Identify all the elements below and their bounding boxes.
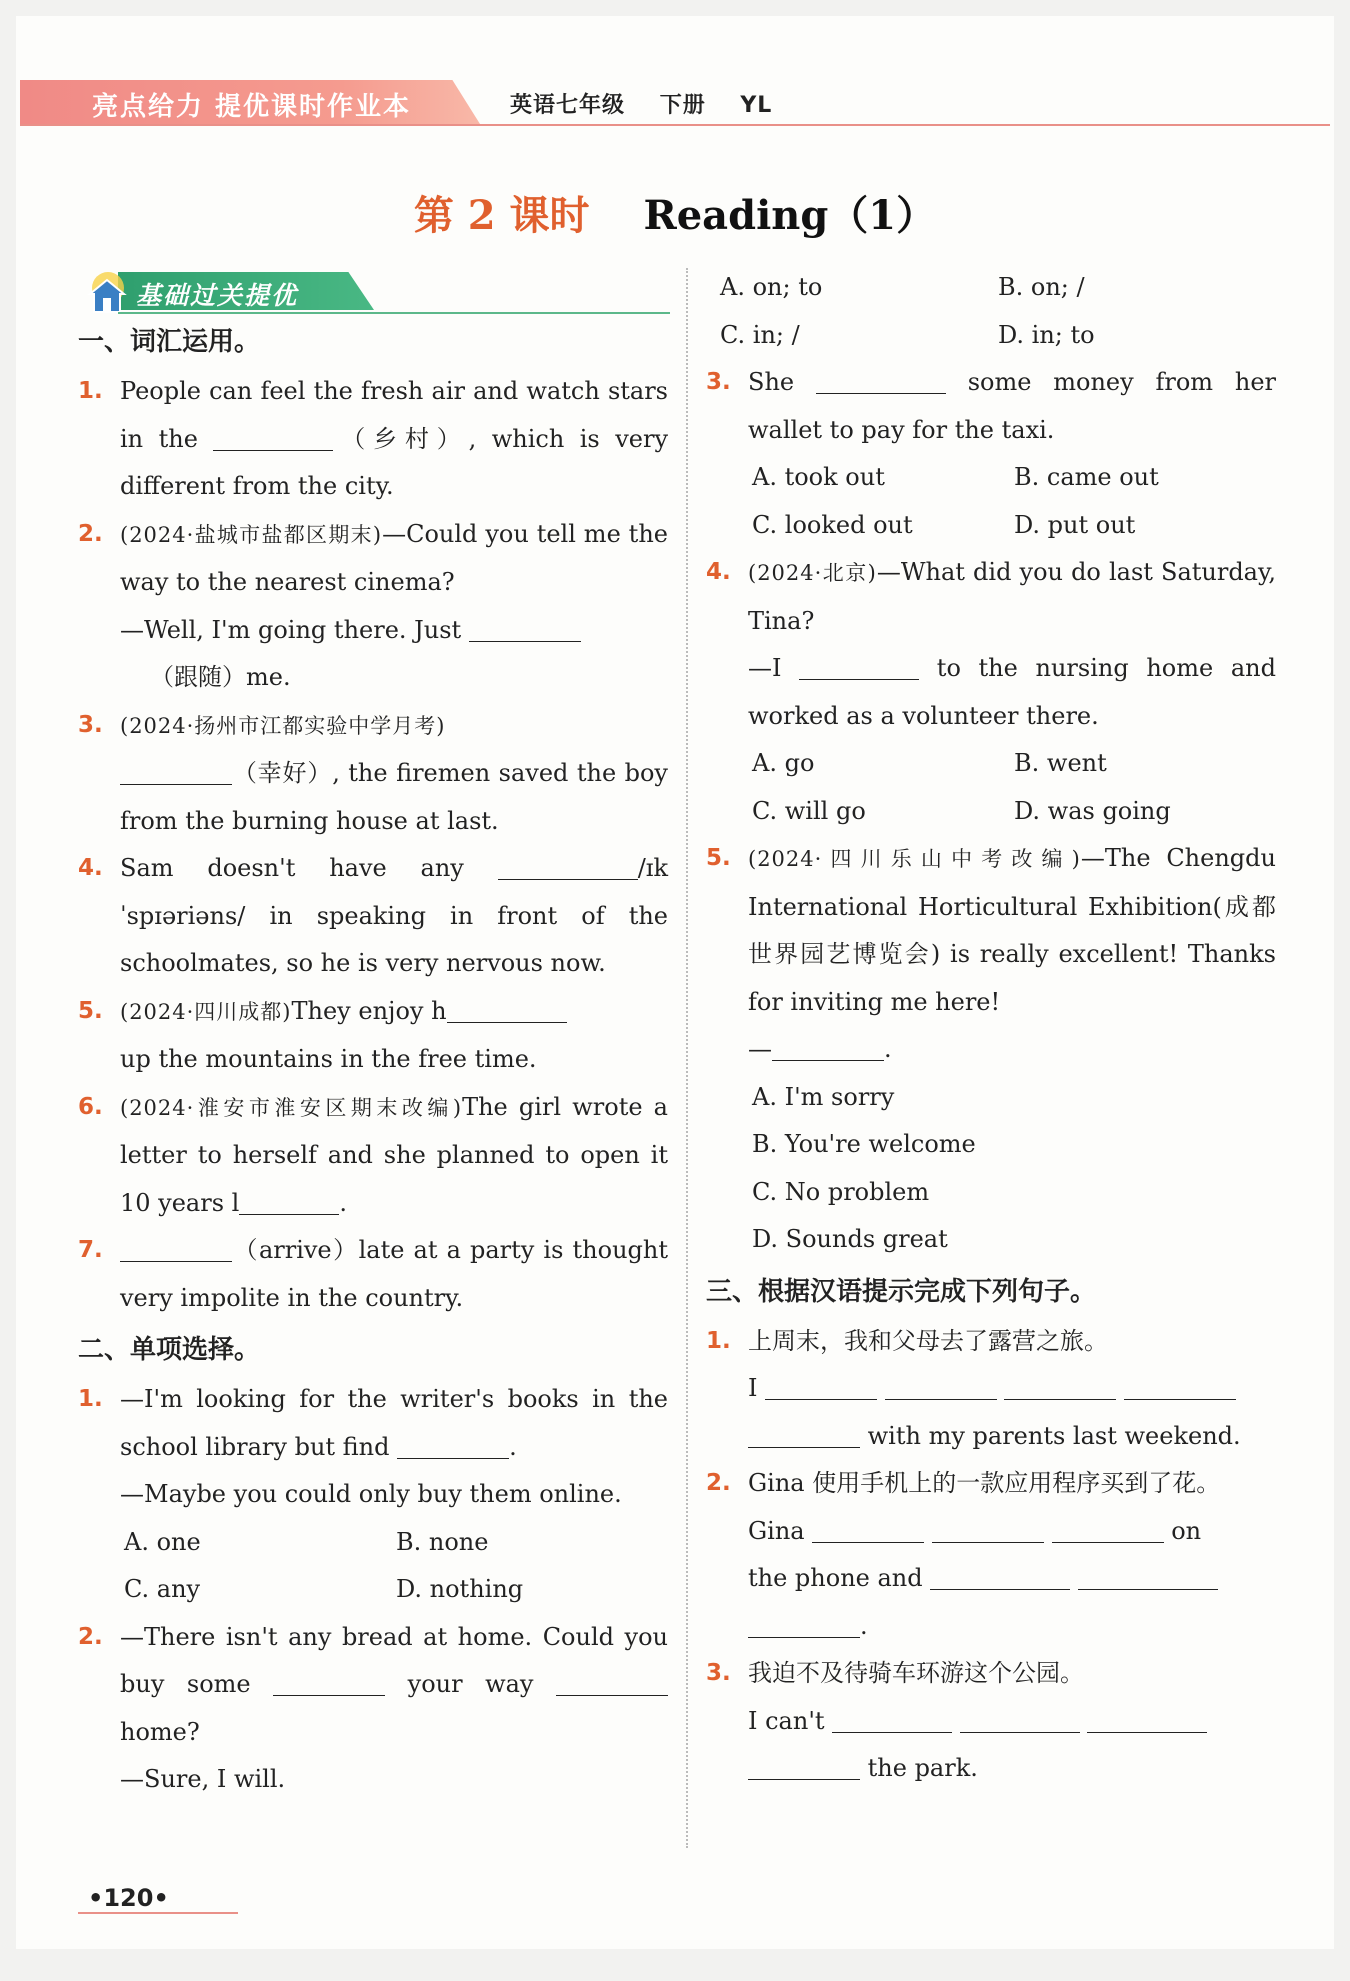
question-text: （跟随）me.	[150, 663, 291, 691]
s2-question-1	[78, 1376, 668, 1614]
answer-blank[interactable]	[930, 1563, 1070, 1590]
option-a[interactable]: A. I'm sorry	[752, 1082, 895, 1111]
page-header	[20, 80, 1330, 140]
question-text: with my parents last weekend.	[860, 1421, 1241, 1450]
option-c[interactable]: C. looked out	[752, 510, 913, 539]
s1-question-7	[78, 1227, 668, 1322]
s2-question-4	[706, 549, 1276, 835]
option-c[interactable]: C. in; /	[720, 320, 800, 349]
question-source: (2024·四川乐山中考改编)	[748, 847, 1081, 871]
answer-blank[interactable]	[120, 1235, 232, 1262]
question-text: the park.	[860, 1754, 978, 1782]
question-text: your way	[385, 1670, 556, 1698]
s2-question-2	[78, 1614, 668, 1804]
answer-blank[interactable]	[765, 1373, 877, 1400]
question-number: 3.	[78, 711, 103, 738]
question-text: .	[339, 1188, 347, 1217]
section2-title: 二、单项选择。	[78, 1335, 261, 1365]
answer-blank[interactable]	[239, 1188, 339, 1215]
section-tag	[78, 264, 668, 314]
question-text: .	[509, 1432, 517, 1461]
question-text: —Could you tell me the way to the nearest cinema?	[120, 519, 668, 596]
question-number: 4.	[706, 559, 731, 585]
option-d[interactable]: D. Sounds great	[752, 1225, 948, 1253]
options	[748, 1074, 1276, 1264]
answer-blank[interactable]	[556, 1669, 668, 1696]
answer-blank[interactable]	[748, 1753, 860, 1780]
option-a[interactable]: A. one	[124, 1527, 201, 1556]
answer-blank[interactable]	[469, 615, 581, 642]
s3-question-1	[706, 1318, 1276, 1461]
s1-question-4	[78, 845, 668, 988]
s1-question-6	[78, 1084, 668, 1228]
tag-label: 基础过关提优	[136, 281, 299, 310]
answer-blank[interactable]	[832, 1706, 952, 1733]
left-column	[78, 264, 668, 1804]
answer-blank[interactable]	[1087, 1706, 1207, 1733]
section3-title: 三、根据汉语提示完成下列句子。	[706, 1276, 1097, 1307]
page-number-rule	[78, 1912, 238, 1914]
question-text: .	[884, 1035, 892, 1063]
question-text: （arrive）late at a party is thought very impolite in the country.	[120, 1236, 668, 1312]
answer-blank[interactable]	[799, 653, 919, 680]
header-rule	[20, 124, 1330, 126]
question-text: Sam doesn't have any	[120, 854, 498, 882]
question-text: （幸好）, the firemen saved the boy from the burning house at last.	[120, 759, 668, 835]
answer-blank[interactable]	[397, 1432, 509, 1459]
question-number: 5.	[706, 845, 731, 871]
option-a[interactable]: A. took out	[752, 463, 885, 491]
question-source: (2024·盐城市盐都区期末)	[120, 522, 383, 547]
question-text: —There isn't any bread at home. Could you buy some	[120, 1622, 668, 1698]
question-text: She	[748, 368, 816, 396]
question-number: 5.	[78, 997, 103, 1024]
option-a[interactable]: A. go	[752, 749, 815, 777]
column-divider	[686, 268, 688, 1848]
answer-blank[interactable]	[885, 1373, 997, 1400]
answer-blank[interactable]	[748, 1611, 860, 1638]
answer-blank[interactable]	[812, 1516, 924, 1543]
options	[120, 1519, 668, 1614]
lesson-number: 第 2 课时	[413, 192, 590, 239]
s1-question-2	[78, 511, 668, 702]
s1-question-3	[78, 702, 668, 846]
edition: YL	[740, 93, 773, 118]
question-text: home?	[120, 1717, 200, 1746]
question-number: 2.	[706, 1470, 731, 1496]
s2-question-5	[706, 835, 1276, 1264]
question-number: 1.	[78, 378, 103, 404]
question-number: 1.	[78, 1386, 103, 1412]
s3-question-3	[706, 1650, 1276, 1793]
option-d[interactable]: D. in; to	[998, 320, 1095, 349]
question-text: —I'm looking for the writer's books in the school library but find	[120, 1385, 668, 1461]
tag-rule	[118, 312, 670, 314]
question-source: (2024·淮安市淮安区期末改编)	[120, 1095, 463, 1120]
house-icon	[78, 264, 136, 318]
answer-blank[interactable]	[273, 1669, 385, 1696]
option-c[interactable]: C. No problem	[752, 1177, 930, 1206]
chinese-prompt: Gina 使用手机上的一款应用程序买到了花。	[748, 1469, 1221, 1497]
answer-blank[interactable]	[447, 996, 567, 1023]
question-text: the phone and	[748, 1564, 923, 1592]
book-info	[510, 88, 798, 119]
s2-question-2-options	[706, 264, 1276, 359]
subject: 英语七年级	[510, 93, 626, 118]
question-text: I can't	[748, 1706, 825, 1735]
brand-title: 亮点给力 提优课时作业本	[92, 92, 412, 122]
s1-question-5	[78, 988, 668, 1084]
question-number: 6.	[78, 1093, 103, 1120]
question-text: —The Chengdu International Horticultural Exhibition(成都世界园艺博览会) is really excellent! Thanks for inviting me here!	[748, 844, 1276, 1016]
section1-title: 一、词汇运用。	[78, 327, 261, 357]
question-text: —Well, I'm going there. Just	[120, 615, 469, 644]
option-c[interactable]: C. will go	[752, 796, 866, 825]
question-text: —Maybe you could only buy them online.	[120, 1480, 622, 1508]
option-b[interactable]: B. came out	[1014, 463, 1159, 491]
page-number: •120•	[88, 1884, 169, 1912]
chinese-prompt: 我迫不及待骑车环游这个公园。	[748, 1659, 1084, 1687]
question-text: —Sure, I will.	[120, 1765, 286, 1793]
question-text: on	[1171, 1516, 1202, 1545]
answer-blank[interactable]	[816, 367, 946, 394]
answer-blank[interactable]	[1124, 1373, 1236, 1400]
question-text: People can feel the fresh air and watch stars in the	[120, 377, 668, 453]
question-number: 3.	[706, 1660, 731, 1686]
answer-blank[interactable]	[120, 758, 232, 785]
answer-blank[interactable]	[772, 1034, 884, 1061]
right-column	[706, 264, 1276, 1793]
s1-question-1	[78, 368, 668, 511]
question-number: 1.	[706, 1327, 731, 1354]
option-d[interactable]: D. put out	[1014, 510, 1136, 539]
question-text: The girl wrote a letter to herself and she planned to open it 10 years l	[120, 1092, 668, 1217]
answer-blank[interactable]	[498, 853, 638, 880]
answer-blank[interactable]	[1004, 1373, 1116, 1400]
question-source: (2024·四川成都)	[120, 999, 292, 1024]
question-text: some money from her wallet to pay for the taxi.	[748, 368, 1276, 444]
lesson-title	[16, 184, 1334, 241]
question-text: —I	[748, 654, 800, 682]
option-d[interactable]: D. was going	[1014, 796, 1171, 825]
question-source: (2024·北京)	[748, 561, 877, 585]
answer-blank[interactable]	[960, 1706, 1080, 1733]
question-source: (2024·扬州市江都实验中学月考)	[120, 713, 446, 738]
question-text: Gina	[748, 1516, 805, 1545]
answer-blank[interactable]	[213, 424, 333, 451]
question-number: 3.	[706, 369, 731, 395]
options	[748, 740, 1276, 835]
question-text: They enjoy h	[291, 996, 447, 1025]
option-b[interactable]: B. You're welcome	[752, 1130, 976, 1158]
question-text: up the mountains in the free time.	[120, 1045, 537, 1073]
option-b[interactable]: B. on; /	[998, 273, 1085, 301]
answer-blank[interactable]	[932, 1516, 1044, 1543]
question-number: 7.	[78, 1237, 103, 1263]
options	[716, 264, 1276, 359]
chinese-prompt: 上周末，我和父母去了露营之旅。	[748, 1326, 1108, 1355]
answer-blank[interactable]	[748, 1421, 860, 1448]
question-number: 2.	[78, 520, 103, 547]
question-text: —	[748, 1035, 772, 1063]
lesson-name: Reading（1）	[643, 192, 937, 239]
question-number: 4.	[78, 855, 103, 881]
s3-question-2	[706, 1460, 1276, 1650]
question-text: /ɪkˈspɪəriəns/ in speaking in front of the schoolmates, so he is very nervous now.	[120, 854, 668, 977]
options	[748, 454, 1276, 549]
option-b[interactable]: B. none	[396, 1527, 489, 1556]
question-number: 2.	[78, 1623, 103, 1650]
workbook-page	[16, 16, 1334, 1949]
option-d[interactable]: D. nothing	[396, 1575, 524, 1603]
option-b[interactable]: B. went	[1014, 749, 1107, 777]
volume: 下册	[659, 93, 706, 118]
option-c[interactable]: C. any	[124, 1575, 201, 1603]
question-text: —What did you do last Saturday, Tina?	[748, 558, 1276, 635]
question-text: （乡村）, which is very different from the city.	[120, 424, 669, 500]
s2-question-3	[706, 359, 1276, 549]
question-text: to the nursing home and worked as a volunteer there.	[748, 654, 1276, 730]
question-text: .	[860, 1611, 868, 1640]
question-text: I	[748, 1374, 758, 1402]
answer-blank[interactable]	[1078, 1563, 1218, 1590]
option-a[interactable]: A. on; to	[720, 273, 823, 301]
answer-blank[interactable]	[1052, 1516, 1164, 1543]
